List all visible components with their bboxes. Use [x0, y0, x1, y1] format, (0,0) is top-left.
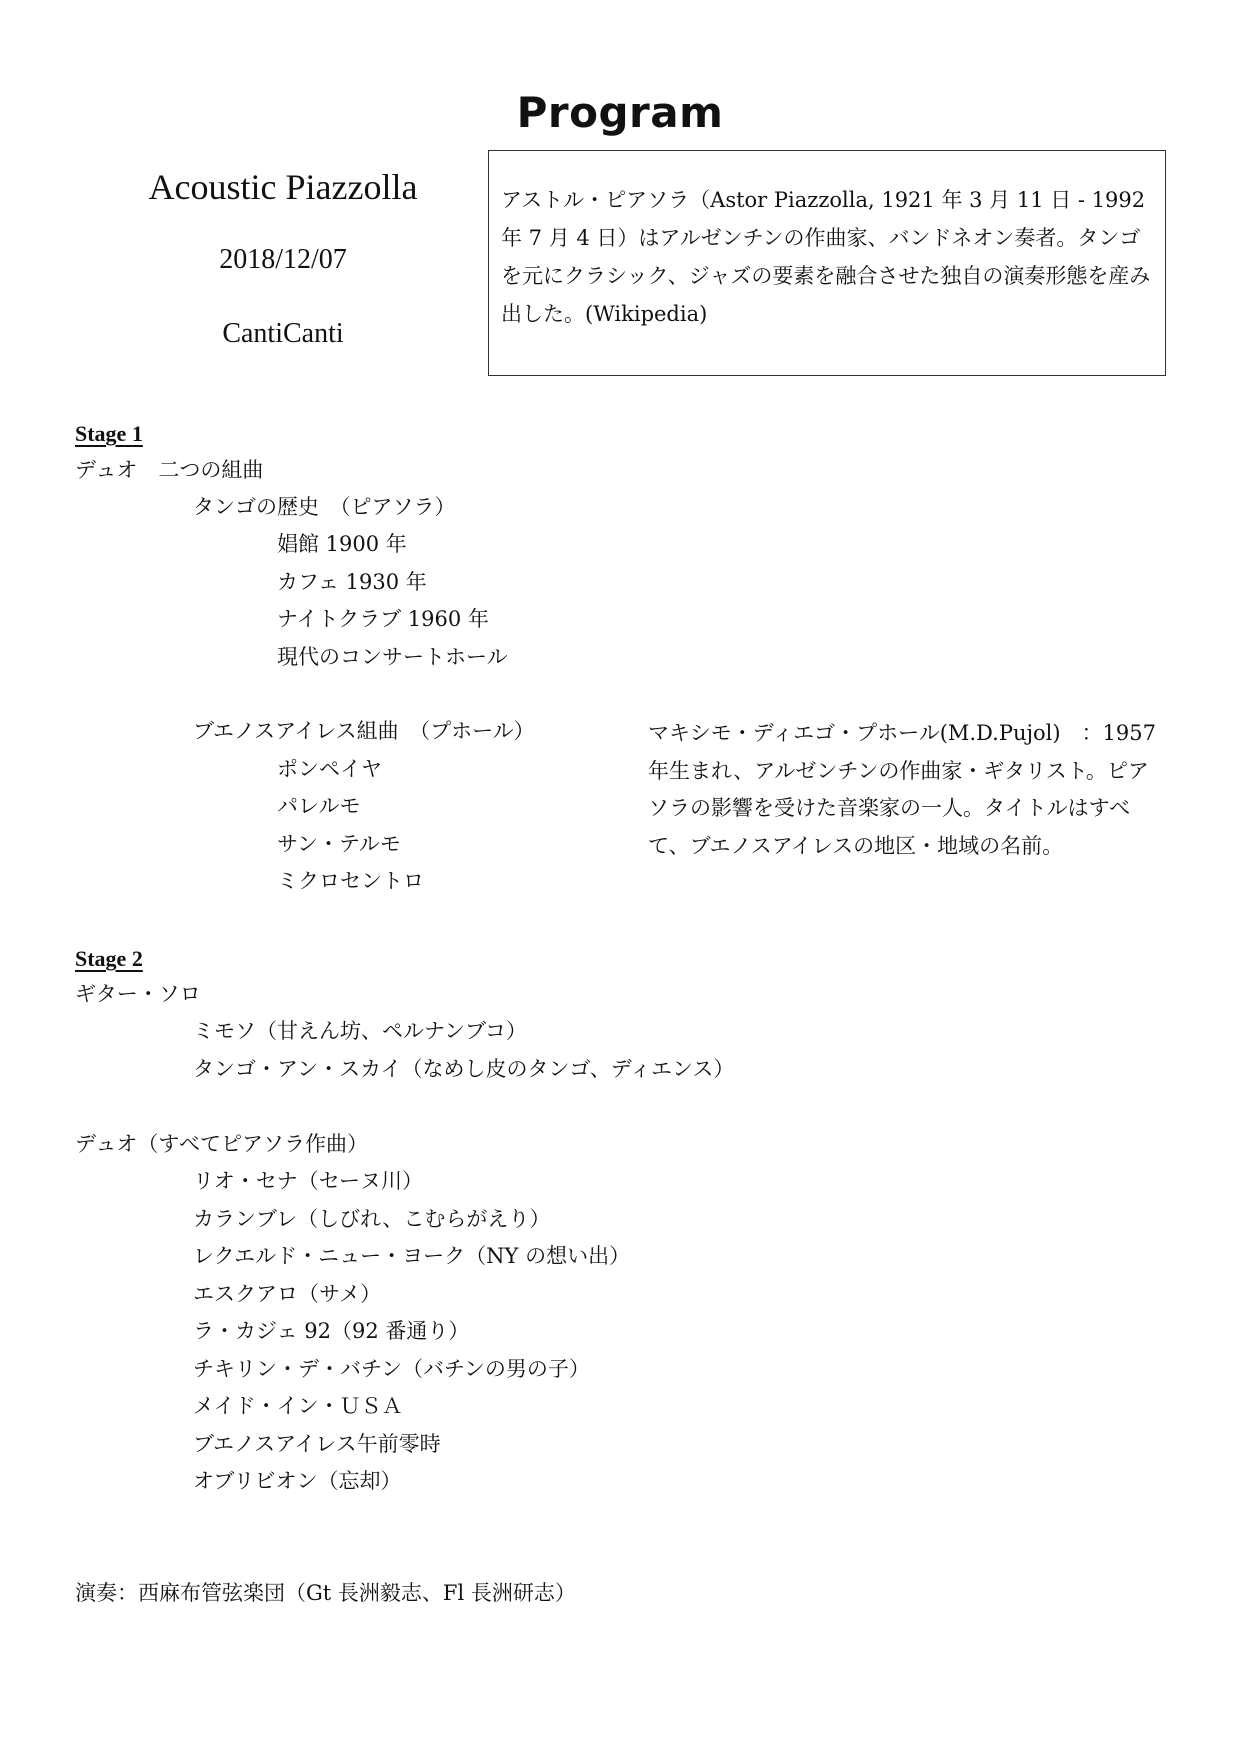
concert-venue: CantiCanti [222, 318, 344, 349]
performers-credit: 演奏：西麻布管弦楽団（Gt 長洲毅志、Fl 長洲研志） [75, 1581, 576, 1605]
duo-piece: チキリン・デ・バチン（バチンの男の子） [193, 1357, 590, 1381]
stage1-heading: Stage 1 [75, 421, 143, 446]
duo-piece: ブエノスアイレス午前零時 [193, 1432, 441, 1456]
suite1-movement: 娼館 1900 年 [277, 532, 407, 556]
stage2-heading: Stage 2 [75, 946, 143, 971]
duo-piece: ラ・カジェ 92（92 番通り） [193, 1319, 470, 1343]
suite1-title: タンゴの歴史 （ピアソラ） [193, 495, 456, 519]
suite1-movement: カフェ 1930 年 [277, 570, 427, 594]
duo-label: デュオ（すべてピアソラ作曲） [75, 1132, 368, 1156]
suite2-movement: ミクロセントロ [277, 869, 424, 893]
duo-piece: リオ・セナ（セーヌ川） [193, 1169, 423, 1193]
suite2-movement: パレルモ [277, 794, 361, 818]
suite1-movement: 現代のコンサートホール [277, 645, 508, 669]
duo-piece: オブリビオン（忘却） [193, 1469, 402, 1493]
stage1-group-label: デュオ 二つの組曲 [75, 458, 264, 482]
suite2-movement: サン・テルモ [277, 832, 401, 856]
duo-piece: エスクアロ（サメ） [193, 1282, 382, 1306]
program-title: Program [516, 88, 724, 137]
concert-title: Acoustic Piazzolla [148, 167, 418, 207]
composer-note: マキシモ・ディエゴ・プホール(M.D.Pujol) ：1957 年生まれ、アルゼンチンの作曲家・ギタリスト。ピアソラの影響を受けた音楽家の一人。タイトルはすべて、ブエノスアイレスの地区・地域の名前。 [648, 721, 1156, 858]
intro-box [488, 150, 1166, 376]
solo-piece: タンゴ・アン・スカイ（なめし皮のタンゴ、ディエンス） [193, 1057, 735, 1081]
intro-text: アストル・ピアソラ（Astor Piazzolla, 1921 年 3 月 11 日 - 1992 年 7 月 4 日）はアルゼンチンの作曲家、バンドネオン奏者。タンゴを元にクラシック、ジャズの要素を融合させた独自の演奏形態を産み出した。(Wikipedia) [501, 188, 1151, 326]
suite1-movement: ナイトクラブ 1960 年 [277, 607, 489, 631]
suite2-movement: ポンペイヤ [277, 757, 382, 781]
duo-piece: カランブレ（しびれ、こむらがえり） [193, 1207, 551, 1231]
solo-piece: ミモソ（甘えん坊、ペルナンブコ） [193, 1019, 527, 1043]
duo-piece: レクエルド・ニュー・ヨーク（NY の想い出） [193, 1244, 631, 1268]
concert-date: 2018/12/07 [219, 244, 347, 275]
duo-piece: メイド・イン・ＵＳＡ [193, 1394, 403, 1418]
solo-label: ギター・ソロ [75, 982, 201, 1006]
suite2-title: ブエノスアイレス組曲 （プホール） [193, 719, 535, 743]
